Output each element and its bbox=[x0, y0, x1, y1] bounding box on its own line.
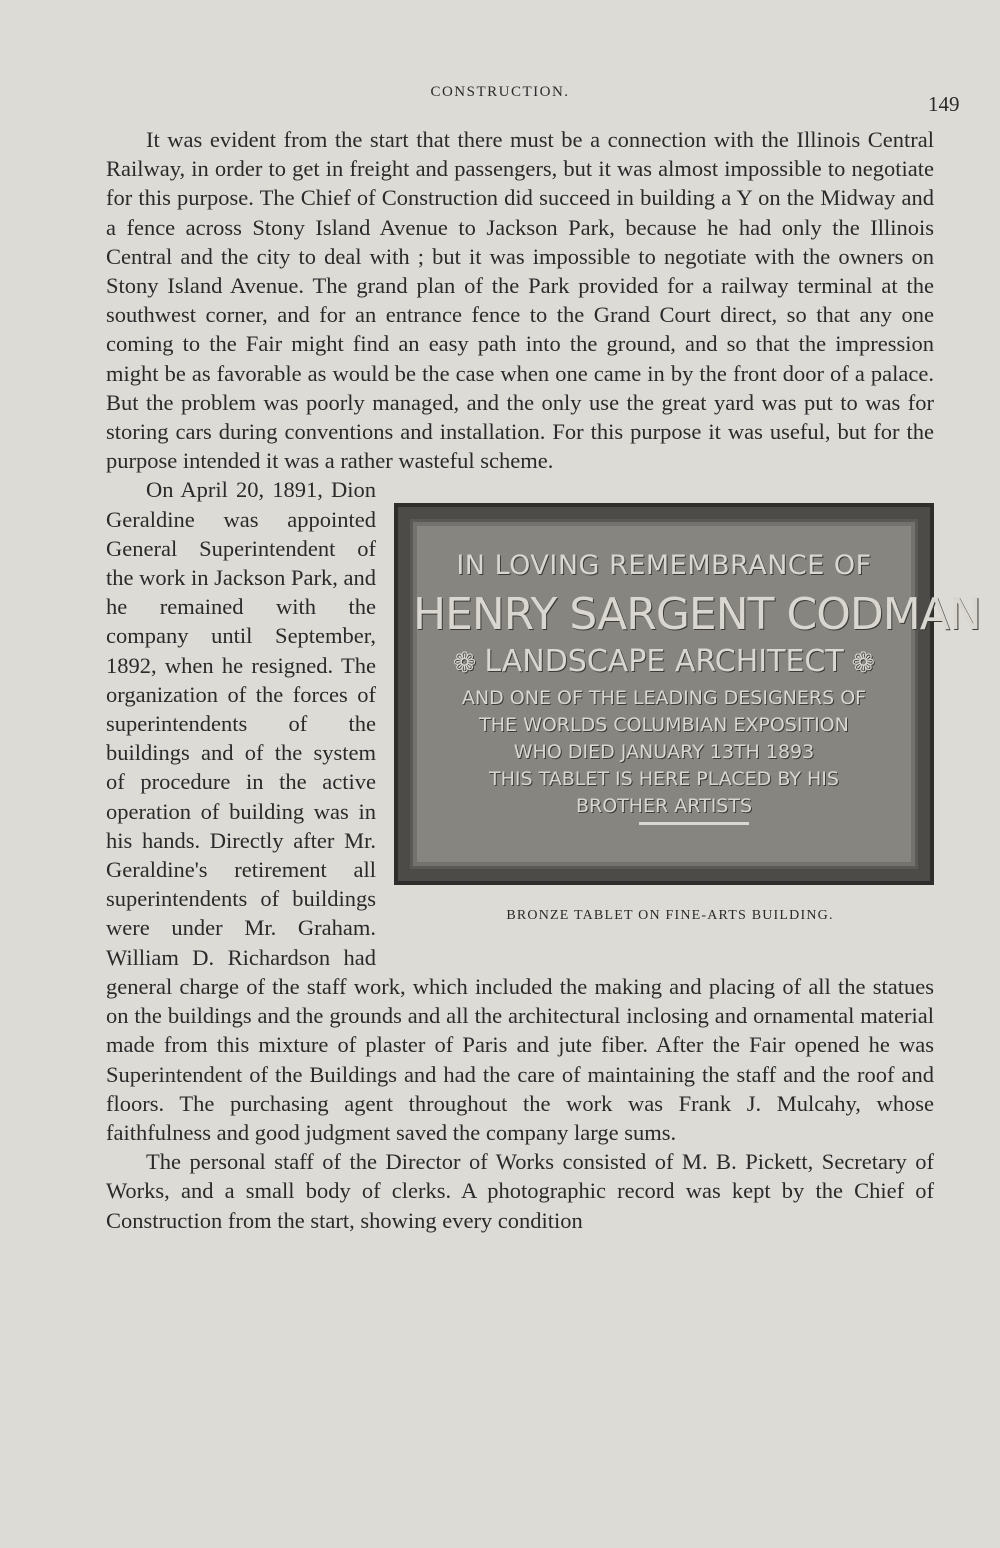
paragraph-1 bbox=[106, 125, 934, 475]
tablet-line-3: LANDSCAPE ARCHITECT bbox=[484, 644, 844, 680]
page-number: 149 bbox=[928, 92, 960, 116]
tablet-inscription bbox=[413, 550, 981, 825]
rosette-icon: ❁ bbox=[851, 645, 876, 679]
figure-bronze-tablet bbox=[390, 491, 981, 971]
figure-caption: BRONZE TABLET ON FINE-ARTS BUILDING. bbox=[506, 908, 834, 924]
body-text bbox=[106, 125, 981, 1235]
paragraph-2-text: On April 20, 1891, Dion Geraldine was appointed General Superintendent of the work in Jackson Park, and he remained with the company until September, 1892, when he resigned. The organization of the forces of superintendents of the buildings and of the system of procedure in the active operation of building was in his hands. Directly after Mr. Geraldine's retirement all superintendents of buildings were under Mr. Graham. William D. Richardson had general charge of the staff work, which included the making and placing of all the statues on the buildings and the grounds and all the architectural inclosing and ornamental material made from this mixture of plaster of Paris and jute fiber. After the Fair opened he was Superintendent of the Buildings and had the care of maintaining the staff and the roof and floors. The purchasing agent throughout the work was Frank J. Mulcahy, whose faithfulness and good judgment saved the company large sums. bbox=[106, 477, 934, 1145]
tablet-line-2: HENRY SARGENT CODMAN bbox=[413, 589, 981, 641]
tablet-panel bbox=[410, 519, 981, 869]
tablet-line-7: THIS TABLET IS HERE PLACED BY HIS bbox=[489, 768, 839, 791]
tablet-line-5: THE WORLDS COLUMBIAN EXPOSITION bbox=[479, 714, 849, 737]
paragraph-1-text: It was evident from the start that there must be a connection with the Illinois Central Railway, in order to get in freight and passengers, but it was almost impossible to negotiate for this purpose. The Chief of Construction did succeed in building a Y on the Midway and a fence across Stony Island Avenue to Jackson Park, because he had only the Illinois Central and the city to deal with ; but it was impossible to negotiate with the owners on Stony Island Avenue. The grand plan of the Park provided for a railway terminal at the southwest corner, and for an entrance fence to the Grand Court direct, so that any one coming to the Fair might find an easy path into the ground, and so that the impression might be as favorable as would be the case when one came in by the front door of a palace. But the problem was poorly managed, and the only use the great yard was put to was for storing cars during conventions and installation. For this purpose it was useful, but for the purpose intended it was a rather wasteful scheme. bbox=[106, 127, 934, 474]
tablet-rule bbox=[639, 822, 749, 825]
tablet-line-8: BROTHER ARTISTS bbox=[575, 795, 753, 818]
paragraph-3-text: The personal staff of the Director of Works consisted of M. B. Pickett, Secretary of Works, and a small body of clerks. A photographic record was kept by the Chief of Construction from the start, showing every condition bbox=[106, 1149, 934, 1233]
tablet-line-1: IN LOVING REMEMBRANCE OF bbox=[456, 550, 872, 582]
bronze-tablet-image bbox=[394, 503, 981, 885]
tablet-line-6: WHO DIED JANUARY 13TH 1893 bbox=[513, 741, 815, 764]
running-head: CONSTRUCTION. bbox=[430, 84, 570, 100]
tablet-line-4: AND ONE OF THE LEADING DESIGNERS OF bbox=[461, 687, 867, 710]
paragraph-3 bbox=[106, 1147, 934, 1235]
rosette-icon: ❁ bbox=[452, 645, 477, 679]
tablet-line-3-row bbox=[413, 644, 915, 680]
